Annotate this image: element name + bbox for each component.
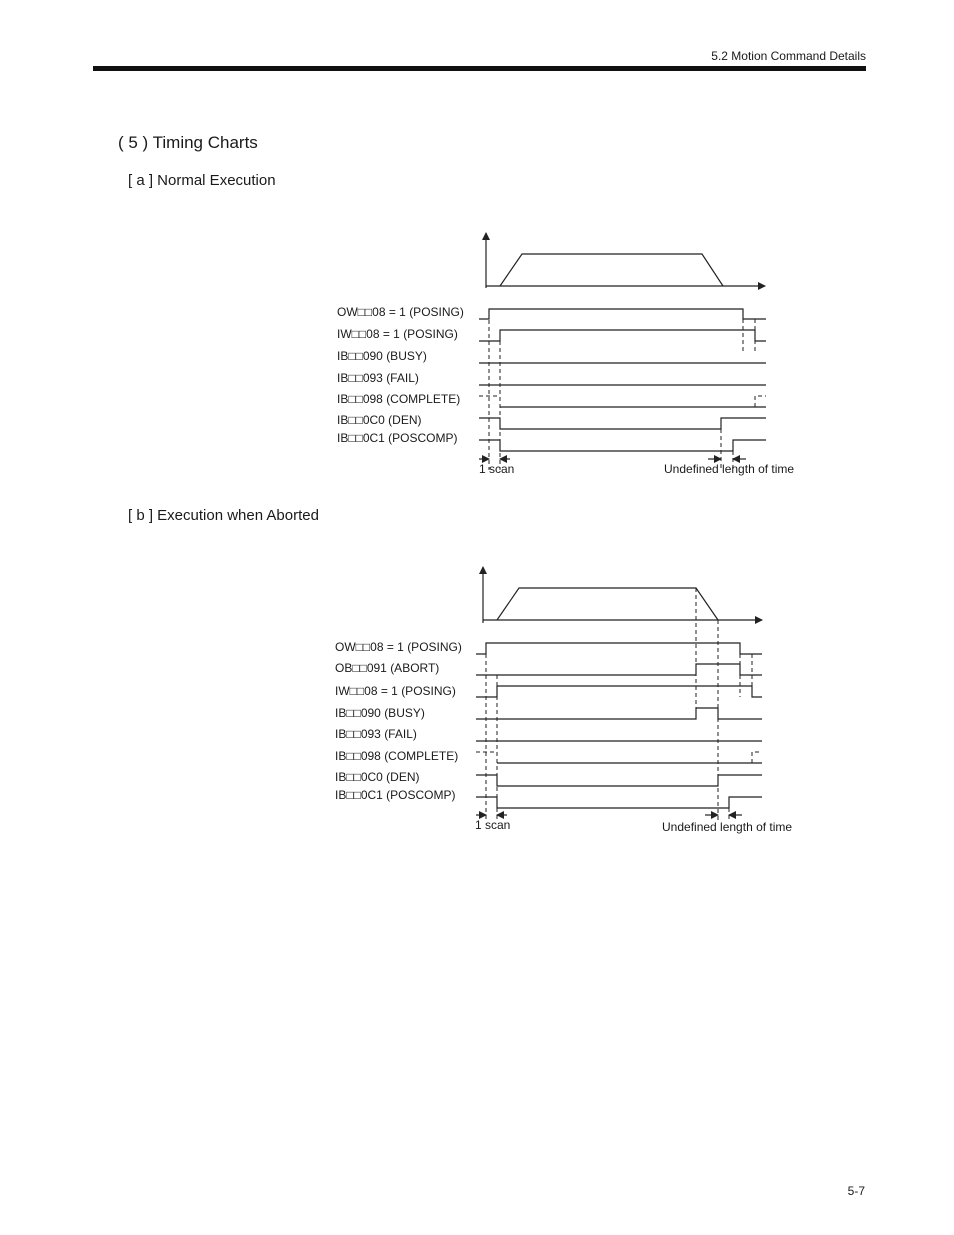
page-number: 5-7 [847, 1184, 865, 1198]
signal-label: IB□□093 (FAIL) [335, 727, 417, 741]
waveform-den [479, 418, 766, 429]
signal-label: IW□□08 = 1 (POSING) [335, 684, 456, 698]
signal-label: IB□□0C1 (POSCOMP) [337, 431, 458, 445]
waveform-posing-out [479, 309, 766, 319]
signal-label: IB□□0C1 (POSCOMP) [335, 788, 456, 802]
signal-label: IB□□0C0 (DEN) [337, 413, 422, 427]
waveform-posing-out [476, 643, 762, 654]
subsection-normal-execution: [ a ] Normal Execution [128, 172, 276, 189]
speed-profile [500, 254, 723, 286]
signal-label: IB□□090 (BUSY) [337, 349, 427, 363]
waveform-posing-in [476, 686, 762, 697]
header-section-title: 5.2 Motion Command Details [711, 49, 866, 63]
waveform-poscomp [479, 440, 766, 451]
waveform-complete-dashed [755, 396, 766, 407]
scan-label: 1 scan [475, 818, 511, 832]
waveform-busy [476, 708, 762, 719]
subsection-execution-aborted: [ b ] Execution when Aborted [128, 507, 319, 524]
signal-label: IB□□098 (COMPLETE) [335, 749, 459, 763]
undefined-label: Undefined length of time [662, 820, 793, 834]
speed-profile [497, 588, 718, 620]
timing-chart-aborted [335, 567, 792, 834]
undefined-label: Undefined length of time [664, 462, 795, 476]
waveform-complete-dashed [752, 752, 762, 763]
waveform-poscomp [476, 797, 762, 808]
signal-label: IW□□08 = 1 (POSING) [337, 327, 458, 341]
signal-label: IB□□0C0 (DEN) [335, 770, 420, 784]
signal-label: OW□□08 = 1 (POSING) [335, 640, 462, 654]
signal-label: IB□□093 (FAIL) [337, 371, 419, 385]
signal-label: OB□□091 (ABORT) [335, 661, 440, 675]
signal-label: OW□□08 = 1 (POSING) [337, 305, 464, 319]
timing-chart-normal [337, 233, 794, 476]
waveform-posing-in [479, 330, 766, 341]
scan-label: 1 scan [479, 462, 515, 476]
section-title: ( 5 ) Timing Charts [118, 133, 258, 152]
waveform-abort [476, 664, 762, 675]
waveform-den [476, 775, 762, 786]
signal-label: IB□□090 (BUSY) [335, 706, 425, 720]
signal-label: IB□□098 (COMPLETE) [337, 392, 461, 406]
